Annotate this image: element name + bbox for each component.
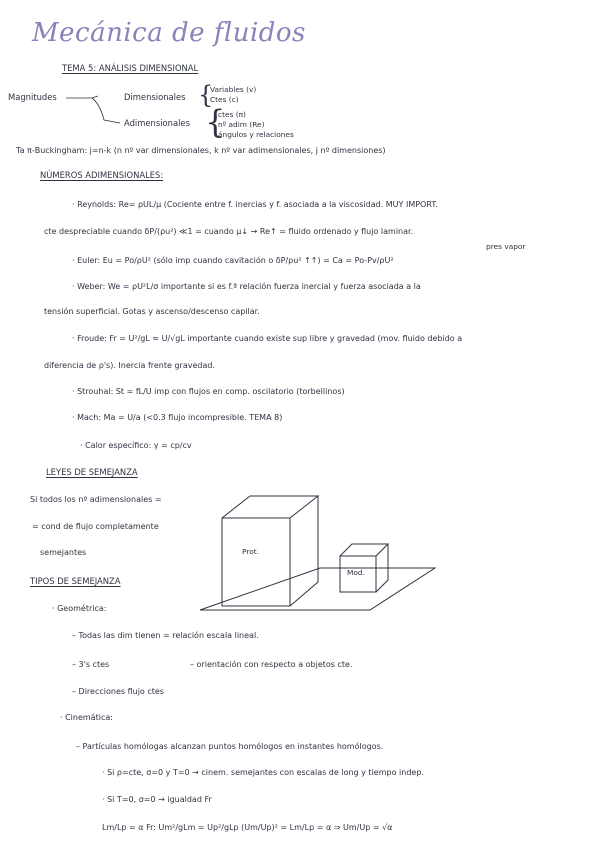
euler-note: pres vapor xyxy=(486,242,526,251)
dim-item-variables: Variables (v) xyxy=(210,85,257,94)
leyes-line1: Si todos los nº adimensionales = xyxy=(30,495,162,504)
similarity-formula: Lm/Lp = α Fr: Um²/gLm = Up²/gLp (Um/Up)² = Lm/Lp = α ⇒ Um/Up = √α xyxy=(102,823,393,832)
reynolds-line2: cte despreciable cuando δP/(ρu²) ≪1 = cuando μ↓ → Re↑ = fluido ordenado y flujo laminar. xyxy=(44,227,414,236)
prototype-label: Prot. xyxy=(242,547,259,556)
prototype-box xyxy=(222,518,290,606)
magnitudes-label: Magnitudes xyxy=(8,92,57,102)
magnitudes-arrows xyxy=(64,90,124,130)
numeros-heading: NÚMEROS ADIMENSIONALES: xyxy=(40,170,164,180)
froude-line2: diferencia de ρ's). Inercia frente gravedad. xyxy=(44,361,215,370)
calor-line: · Calor específico: γ = cp/cv xyxy=(80,441,192,450)
page-title: Mecánica de fluidos xyxy=(32,18,306,48)
model-label: Mod. xyxy=(347,568,365,577)
cin-sub1: · Si ρ=cte, σ=0 y T=0 → cinem. semejantes con escalas de long y tiempo indep. xyxy=(102,768,424,777)
topic-heading: TEMA 5: ANÁLISIS DIMENSIONAL xyxy=(62,63,199,73)
weber-line2: tensión superficial. Gotas y ascenso/descenso capilar. xyxy=(44,307,260,316)
adim-item-angulos: ángulos y relaciones xyxy=(218,130,294,139)
mach-line: · Mach: Ma = U/a (<0.3 flujo incompresible. TEMA 8) xyxy=(72,413,283,422)
adim-item-nadim: nº adim (Re) xyxy=(218,120,265,129)
adim-item-ctes: ctes (π) xyxy=(218,110,246,119)
pi-theorem: Ta π-Buckingham: j=n-k (n nº var dimensionales, k nº var adimensionales, j nº dimensiones) xyxy=(16,146,386,155)
prototype-model-diagram xyxy=(190,490,450,624)
strouhal-line: · Strouhal: St = fL/U imp con flujos en comp. oscilatorio (torbellinos) xyxy=(72,387,345,396)
dimensionales-label: Dimensionales xyxy=(124,92,186,102)
adimensionales-label: Adimensionales xyxy=(124,118,190,128)
geo-item-3: – Direcciones flujo ctes xyxy=(72,687,164,696)
brace-dimensional: { xyxy=(198,81,214,109)
weber-line1: · Weber: We = ρU²L/σ importante si es f.ª relación fuerza inercial y fuerza asociada a la xyxy=(72,282,421,291)
leyes-heading: LEYES DE SEMEJANZA xyxy=(46,467,138,477)
euler-line: · Euler: Eu = Po/ρU² (sólo imp cuando cavitación o δP/ρu² ↑↑) = Ca = Po-Pv/ρU² xyxy=(72,256,394,265)
reynolds-line1: · Reynolds: Re= ρUL/μ (Cociente entre f. inercias y f. asociada a la viscosidad. MUY IMPORT. xyxy=(72,200,438,209)
leyes-line2: = cond de flujo completamente xyxy=(32,522,159,531)
brace-adimensional: { xyxy=(205,103,226,141)
dim-item-ctes: Ctes (c) xyxy=(210,95,239,104)
geo-item-2: – 3's ctes xyxy=(72,660,110,669)
leyes-line3: semejantes xyxy=(40,548,87,557)
cin-item: – Partículas homólogas alcanzan puntos homólogos en instantes homólogos. xyxy=(76,742,384,751)
cin-sub2: · Si T=0, σ=0 → igualdad Fr xyxy=(102,795,212,804)
froude-line1: · Froude: Fr = U²/gL ≈ U/√gL importante cuando existe sup libre y gravedad (mov. fluido debido a xyxy=(72,334,463,343)
tipos-heading: TIPOS DE SEMEJANZA xyxy=(30,576,121,586)
geo-orientacion: – orientación con respecto a objetos cte. xyxy=(190,660,353,669)
geo-item-1: – Todas las dim tienen = relación escala lineal. xyxy=(72,631,259,640)
cinematica-label: · Cinemática: xyxy=(60,713,113,722)
geometrica-label: · Geométrica: xyxy=(52,604,107,613)
